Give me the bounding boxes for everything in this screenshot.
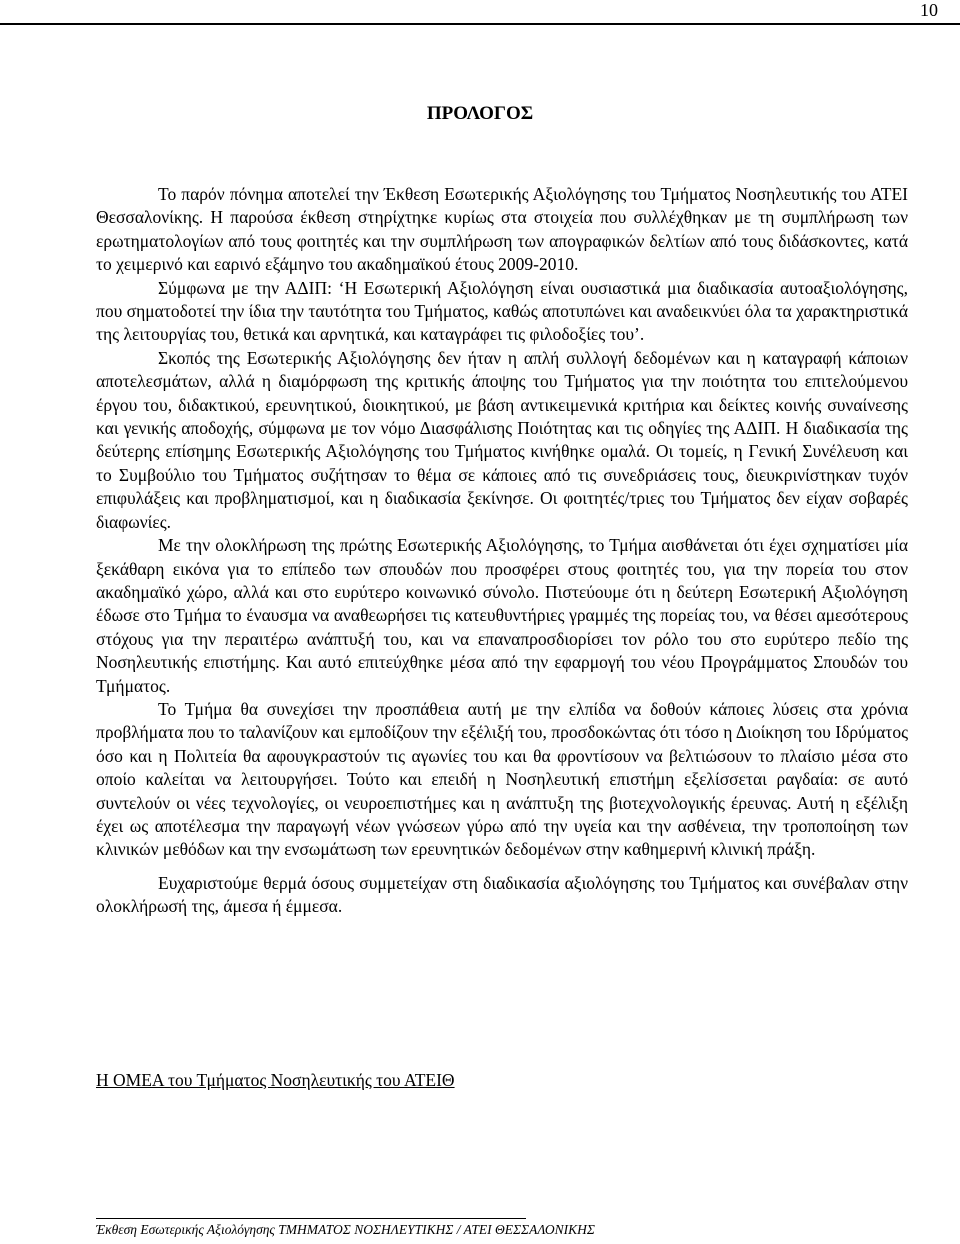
paragraph-future: Το Τμήμα θα συνεχίσει την προσπάθεια αυτή με την ελπίδα να δοθούν κάποιες λύσεις στα χρόνια προβλήματα που το ταλανίζουν και εμποδίζουν την εξέλιξή του, προσδοκώντας ότι τόσο η Διοίκηση του Ιδρύματος όσο και η Πολιτεία θα αφουγκραστούν τις αγωνίες του και θα φροντίσουν να βελτιώσουν το πλαίσιο μέσα στο οποίο καλείται να λειτουργήσει. Τούτο και επειδή η Νοσηλευτική επιστήμη εξελίσσεται ραγδαία: σε αυτό συντελούν οι νέες τεχνολογίες, οι νευροεπιστήμες και η ανάπτυξη της βιοτεχνολογικής έρευνας. Αυτή η εξέλιξη έχει ως αποτέλεσμα την παραγωγή νέων γνώσεων γύρω από την υγεία και την ασθένεια, την τροποποίηση των κλινικών μεθόδων και την ενσωμάτωση των ερευνητικών δεδομένων στην καθημερινή κλινική πράξη.	[96, 698, 908, 860]
page-title: ΠΡΟΛΟΓΟΣ	[426, 103, 534, 124]
preface-body	[96, 183, 908, 919]
page-number: 10	[920, 0, 938, 20]
header-rule	[0, 23, 960, 25]
paragraph-adip-quote: Σύμφωνα με την ΑΔΙΠ: ‘Η Εσωτερική Αξιολόγηση είναι ουσιαστικά μια διαδικασία αυτοαξιολόγησης, που σηματοδοτεί την ίδια την ταυτότητα του Τμήματος, καθώς αποτυπώνει και αναδεικνύει όλα τα χαρακτηριστικά της λειτουργίας του, θετικά και αρνητικά, και καταγράφει τις φιλοδοξίες του’.	[96, 277, 908, 345]
paragraph-outcome: Με την ολοκλήρωση της πρώτης Εσωτερικής Αξιολόγησης, το Τμήμα αισθάνεται ότι έχει σχηματίσει μία ξεκάθαρη εικόνα για το επίπεδο των σπουδών που προσφέρει στους φοιτητές του, για την πορεία του στον ακαδημαϊκό χώρο, αλλά και στο ευρύτερο κοινωνικό σύνολο. Πιστεύουμε ότι η δεύτερη Εσωτερική Αξιολόγηση έδωσε στο Τμήμα το έναυσμα να αναθεωρήσει τις κατευθυντήριες γραμμές της πορείας του, να θέσει αμεσότερους στόχους για την περαιτέρω ανάπτυξή του, και να επαναπροσδιορίσει τον ρόλο του στο ευρύτερο πεδίο της Νοσηλευτικής επιστήμης. Και αυτό επιτεύχθηκε μέσα από την εφαρμογή του νέου Προγράμματος Σπουδών του Τμήματος.	[96, 535, 908, 696]
paragraph-intro: Το παρόν πόνημα αποτελεί την Έκθεση Εσωτερικής Αξιολόγησης του Τμήματος Νοσηλευτικής του ΑΤΕΙ Θεσσαλονίκης. Η παρούσα έκθεση στηρίχτηκε κυρίως στα στοιχεία που συλλέχθηκαν με τη συμπλήρωση των ερωτηματολογίων από τους φοιτητές και την συμπλήρωση των απογραφικών δελτίων από τους διδάσκοντες, κατά το χειμερινό και εαρινό εξάμηνο του ακαδημαϊκού έτους 2009-2010.	[96, 184, 908, 275]
page-footer: Έκθεση Εσωτερικής Αξιολόγησης ΤΜΗΜΑΤΟΣ ΝΟΣΗΛΕΥΤΙΚΗΣ / ΑΤΕΙ ΘΕΣΣΑΛΟΝΙΚΗΣ	[96, 1222, 595, 1237]
footer-rule	[96, 1218, 526, 1219]
sign-off: Η ΟΜΕΑ του Τμήματος Νοσηλευτικής του ΑΤΕΙΘ	[96, 1070, 455, 1090]
paragraph-purpose: Σκοπός της Εσωτερικής Αξιολόγησης δεν ήταν η απλή συλλογή δεδομένων και η καταγραφή κάποιων αποτελεσμάτων, αλλά η διαμόρφωση της κριτικής άποψης του Τμήματος για την ποιότητα του επιτελούμενου έργου του, διδακτικού, ερευνητικού, διοικητικού, με βάση αντικειμενικά κριτήρια και δείκτες κοινής συναίνεσης και γενικής αποδοχής, σύμφωνα με τον νόμο Διασφάλισης Ποιότητας και τις οδηγίες της ΑΔΙΠ. Η διαδικασία της δεύτερης επίσημης Εσωτερικής Αξιολόγησης του Τμήματος κινήθηκε ομαλά. Οι τομείς, η Γενική Συνέλευση και το Συμβούλιο του Τμήματος συζήτησαν το θέμα σε κάποιες από τις συνεδριάσεις τους, διευκρινίστηκαν τυχόν επιφυλάξεις και προβληματισμοί, και η διαδικασία ξεκίνησε. Οι φοιτητές/τριες του Τμήματος δεν είχαν σοβαρές διαφωνίες.	[96, 347, 908, 532]
paragraph-thanks: Ευχαριστούμε θερμά όσους συμμετείχαν στη διαδικασία αξιολόγησης του Τμήματος και συνέβαλαν στην ολοκλήρωσή της, άμεσα ή έμμεσα.	[96, 872, 908, 917]
